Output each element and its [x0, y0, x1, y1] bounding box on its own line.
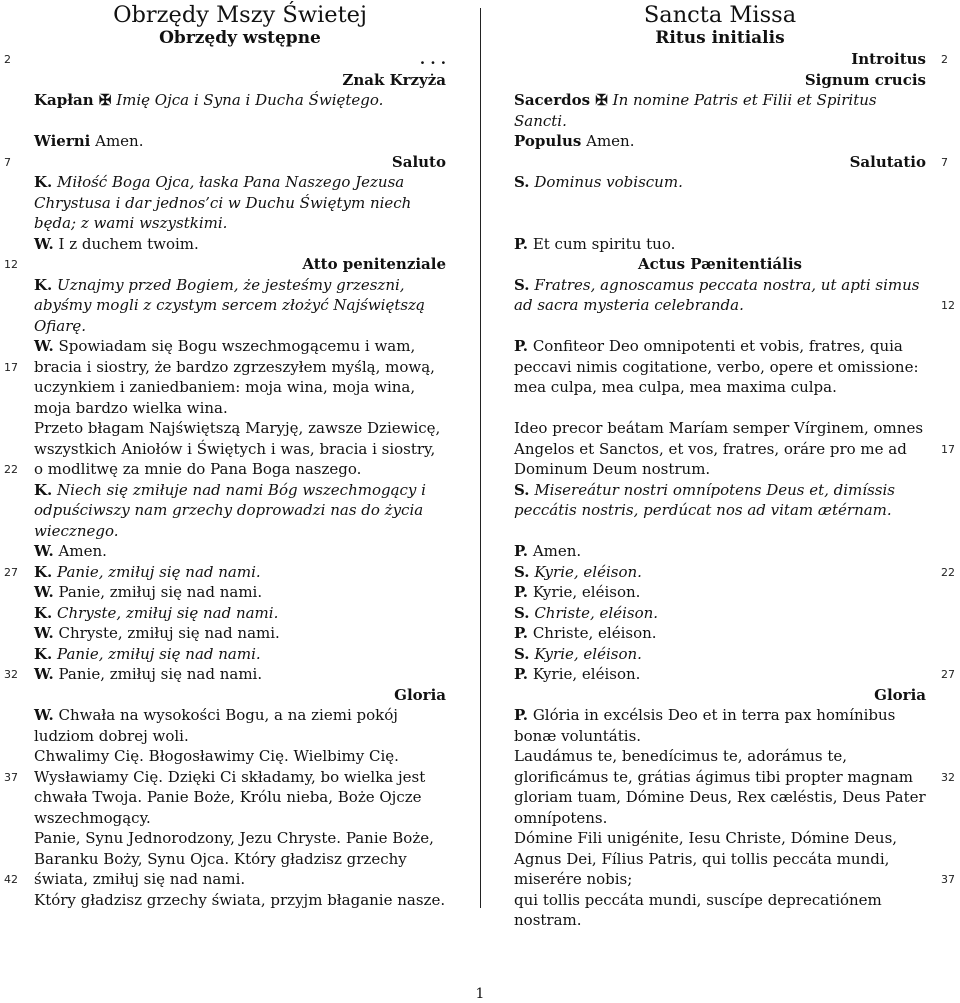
speaker-label: W. [34, 583, 54, 601]
line-number: 37 [941, 873, 955, 886]
speaker-label: S. [514, 644, 530, 663]
speaker-label: P. [514, 234, 529, 253]
line-number: 12 [4, 258, 18, 271]
text-line [34, 480, 446, 501]
line-number: 7 [941, 155, 948, 169]
polish-subtitle: Obrzędy wstępne [159, 28, 321, 48]
speaker-label: S. [514, 275, 530, 294]
blank-line [514, 521, 926, 542]
line-text: uczynkiem i zaniedbaniem: moja wina, moja wina, [34, 378, 416, 396]
text-line [34, 767, 446, 788]
text-line [34, 726, 446, 747]
text-line [34, 295, 446, 316]
line-text: Amen. [586, 132, 635, 150]
speaker-label: P. [514, 583, 529, 601]
text-line [34, 377, 446, 398]
text-line [34, 828, 446, 849]
polish-title: Obrzędy Mszy Świetej [113, 2, 367, 28]
speaker-label: Wierni [34, 132, 91, 150]
text-line [34, 439, 446, 460]
text-line [514, 562, 926, 583]
text-line [34, 398, 446, 419]
latin-text-body [514, 49, 926, 931]
line-text: o modlitwę za mnie do Pana Boga naszego. [34, 460, 362, 478]
text-line [514, 890, 926, 911]
section-heading: Signum crucis [804, 70, 926, 89]
line-number: 37 [4, 770, 18, 784]
speaker-label: W. [34, 706, 54, 724]
line-text: Panie, zmiłuj się nad nami. [57, 644, 261, 663]
line-text: Amen. [58, 542, 107, 560]
line-text: Spowiadam się Bogu wszechmogącemu i wam, [58, 337, 416, 355]
line-text: świata, zmiłuj się nad nami. [34, 870, 246, 888]
line-text: wiecznego. [34, 521, 119, 540]
text-line [34, 705, 446, 726]
line-text: wszechmogący. [34, 808, 151, 827]
section-heading: Saluto [391, 152, 446, 171]
text-line [34, 500, 446, 521]
line-text: Dominus vobiscum. [534, 173, 683, 191]
line-text: bonæ voluntátis. [514, 726, 642, 745]
speaker-label: W. [34, 665, 54, 683]
line-number: 32 [4, 668, 18, 681]
text-line [34, 849, 446, 870]
line-text: Misereátur nostri omnípotens Deus et, dimíssis [534, 480, 895, 499]
text-line [514, 746, 926, 767]
speaker-label: P. [514, 665, 529, 683]
line-text: Christe, eléison. [532, 624, 657, 642]
speaker-label: K. [34, 480, 53, 499]
text-line [34, 316, 446, 337]
line-text: Niech się zmiłuje nad nami Bóg wszechmogący i [57, 480, 426, 499]
latin-subtitle: Ritus initialis [655, 28, 785, 48]
speaker-label: Populus [514, 132, 582, 150]
text-line [34, 664, 446, 685]
speaker-label: P. [514, 542, 529, 560]
line-text: Chwalimy Cię. Błogosławimy Cię. Wielbimy Cię. [34, 747, 399, 765]
line-text: Chwała na wysokości Bogu, a na ziemi pokój [58, 706, 398, 724]
text-line [514, 377, 926, 398]
text-line [514, 603, 926, 624]
line-text: peccavi nimis cogitatione, verbo, opere et omissione: [514, 357, 919, 376]
text-line [514, 418, 926, 439]
line-number: 17 [4, 360, 18, 374]
text-line [34, 418, 446, 439]
text-line [514, 808, 926, 829]
text-line [34, 869, 446, 890]
line-text: I z duchem twoim. [58, 234, 199, 253]
line-text: Wysławiamy Cię. Dzięki Ci składamy, bo wielka jest [34, 767, 426, 786]
line-text: Uznajmy przed Bogiem, że jesteśmy grzeszni, [57, 275, 405, 294]
line-text: chwała Twoja. Panie Boże, Królu nieba, Boże Ojcze [34, 788, 422, 806]
line-text: qui tollis peccáta mundi, suscípe deprecatiónem [514, 890, 882, 909]
line-text: Et cum spiritu tuo. [532, 234, 676, 253]
polish-text-body [34, 49, 446, 910]
speaker-label: Sacerdos ✠ [514, 91, 608, 109]
text-line [34, 275, 446, 296]
line-text: będa; z wami wszystkimi. [34, 214, 228, 232]
line-text: Chrystusa i dar jednos’ci w Duchu Świętym niech [34, 193, 412, 212]
text-line [514, 131, 926, 152]
line-text: Kyrie, eléison. [534, 562, 642, 581]
speaker-label: K. [34, 603, 53, 622]
line-text: ludziom dobrej woli. [34, 726, 189, 745]
text-line [34, 234, 446, 255]
text-line [514, 726, 926, 747]
line-text: Ideo precor beátam Maríam semper Vírginem, omnes [514, 419, 924, 437]
line-text: In nomine Patris et Filii et Spiritus [612, 91, 877, 109]
text-line [514, 357, 926, 378]
line-text: Ofiarę. [34, 316, 87, 335]
line-text: Chryste, zmiłuj się nad nami. [57, 603, 279, 622]
speaker-label: P. [514, 706, 529, 724]
text-line [34, 603, 446, 624]
text-line [514, 90, 926, 111]
line-text: bracia i siostry, że bardzo zgrzeszyłem myślą, mową, [34, 357, 435, 376]
text-line [514, 439, 926, 460]
speaker-label: W. [34, 624, 54, 642]
section-heading: Salutatio [849, 152, 926, 171]
speaker-label: S. [514, 480, 530, 499]
page-number: 1 [475, 986, 485, 1002]
polish-column [34, 0, 446, 910]
text-line [514, 828, 926, 849]
text-line [514, 459, 926, 480]
text-line [514, 172, 926, 193]
line-text: Sancti. [514, 111, 567, 130]
text-line [34, 808, 446, 829]
text-line [514, 275, 926, 296]
line-text: Amen. [532, 542, 582, 560]
line-text: Kyrie, eléison. [532, 583, 641, 601]
line-text: Christe, eléison. [534, 603, 659, 622]
blank-line [514, 316, 926, 337]
text-line [34, 172, 446, 193]
line-text: Panie, zmiłuj się nad nami. [58, 665, 263, 683]
text-line [34, 521, 446, 542]
line-text: nostram. [514, 911, 582, 929]
latin-title: Sancta Missa [643, 2, 797, 28]
line-text: Amen. [95, 132, 144, 150]
line-text: Dominum Deum nostrum. [514, 460, 711, 478]
section-heading: Gloria [874, 685, 926, 704]
speaker-label: W. [34, 234, 54, 253]
line-text: Panie, zmiłuj się nad nami. [58, 583, 263, 601]
text-line [34, 357, 446, 378]
section-heading: Gloria [394, 685, 446, 704]
line-text: Panie, Synu Jednorodzony, Jezu Chryste. Panie Boże, [34, 829, 434, 847]
text-line [514, 336, 926, 357]
text-line [514, 234, 926, 255]
line-text: Angelos et Sanctos, et vos, fratres, oráre pro me ad [514, 439, 907, 458]
section-heading: Actus Pænitentiális [638, 255, 802, 273]
text-line [514, 849, 926, 870]
text-line [514, 767, 926, 788]
text-line [34, 746, 446, 767]
line-text: moja bardzo wielka wina. [34, 398, 228, 417]
line-text: Agnus Dei, Fílius Patris, qui tollis peccáta mundi, [514, 849, 890, 868]
text-line [34, 90, 446, 111]
blank-line [514, 193, 926, 214]
line-number: 2 [941, 53, 948, 66]
speaker-label: W. [34, 542, 54, 560]
speaker-label: S. [514, 562, 530, 581]
section-heading: . . . [419, 50, 446, 68]
text-line [514, 500, 926, 521]
speaker-label: S. [514, 173, 530, 191]
line-text: miserére nobis; [514, 870, 633, 888]
section-heading: Introitus [851, 50, 926, 68]
line-text: ad sacra mysteria celebranda. [514, 296, 744, 314]
line-text: glorificámus te, grátias ágimus tibi propter magnam [514, 767, 914, 786]
text-line [34, 459, 446, 480]
line-text: Fratres, agnoscamus peccata nostra, ut apti simus [534, 275, 920, 294]
text-line [34, 562, 446, 583]
speaker-label: Kapłan ✠ [34, 91, 112, 109]
text-line [34, 336, 446, 357]
text-line [514, 623, 926, 644]
line-number: 22 [941, 565, 955, 579]
line-number: 27 [4, 565, 18, 579]
blank-line [514, 398, 926, 419]
line-number: 22 [4, 463, 18, 476]
text-line [514, 787, 926, 808]
line-text: gloriam tuam, Dómine Deus, Rex cæléstis, Deus Pater [514, 788, 926, 806]
line-text: Baranku Boży, Synu Ojca. Który gładzisz grzechy [34, 849, 407, 868]
line-text: wszystkich Aniołów i Świętych i was, bracia i siostry, [34, 439, 436, 458]
text-line [514, 869, 926, 890]
line-text: Panie, zmiłuj się nad nami. [57, 562, 261, 581]
speaker-label: K. [34, 644, 53, 663]
text-line [514, 480, 926, 501]
line-text: Imię Ojca i Syna i Ducha Świętego. [116, 91, 384, 109]
speaker-label: K. [34, 275, 53, 294]
speaker-label: P. [514, 624, 529, 642]
line-text: Confiteor Deo omnipotenti et vobis, fratres, quia [532, 337, 903, 355]
line-text: Który gładzisz grzechy świata, przyjm błaganie nasze. [34, 890, 446, 909]
text-line [514, 664, 926, 685]
text-line [514, 582, 926, 603]
text-line [34, 787, 446, 808]
section-heading: Znak Krzyża [342, 70, 446, 89]
line-text: peccátis nostris, perdúcat nos ad vitam ætérnam. [514, 501, 892, 519]
text-line [34, 541, 446, 562]
text-line [514, 295, 926, 316]
line-text: Dómine Fili unigénite, Iesu Christe, Dómine Deus, [514, 829, 898, 847]
line-text: Przeto błagam Najświętszą Maryję, zawsze Dziewicę, [34, 419, 441, 437]
text-line [514, 910, 926, 931]
line-number: 7 [4, 155, 11, 169]
line-text: Laudámus te, benedícimus te, adorámus te, [514, 747, 848, 765]
blank-line [514, 213, 926, 234]
line-text: omnípotens. [514, 808, 608, 827]
line-number: 17 [941, 442, 955, 456]
text-line [34, 131, 446, 152]
text-line [34, 193, 446, 214]
line-number: 27 [941, 668, 955, 681]
text-line [514, 705, 926, 726]
line-text: Chryste, zmiłuj się nad nami. [58, 624, 280, 642]
text-line [34, 623, 446, 644]
line-text: Glória in excélsis Deo et in terra pax homínibus [532, 706, 896, 724]
line-text: Kyrie, eléison. [532, 665, 641, 683]
text-line [34, 644, 446, 665]
speaker-label: S. [514, 603, 530, 622]
line-number: 42 [4, 873, 18, 886]
text-line [514, 541, 926, 562]
column-divider [480, 8, 481, 908]
text-line [34, 582, 446, 603]
latin-column [514, 0, 926, 931]
speaker-label: W. [34, 337, 54, 355]
speaker-label: P. [514, 337, 529, 355]
line-number: 32 [941, 770, 955, 784]
speaker-label: K. [34, 173, 53, 191]
line-text: abyśmy mogli z czystym sercem złożyć Najświętszą [34, 296, 425, 314]
line-text: Miłość Boga Ojca, łaska Pana Naszego Jezusa [57, 173, 405, 191]
text-line [514, 644, 926, 665]
line-number: 12 [941, 299, 955, 312]
line-text: Kyrie, eléison. [534, 644, 642, 663]
text-line [514, 111, 926, 132]
line-text: mea culpa, mea culpa, mea maxima culpa. [514, 378, 837, 396]
line-number: 2 [4, 53, 11, 66]
speaker-label: K. [34, 562, 53, 581]
line-text: odpuściwszy nam grzechy doprowadzi nas do życia [34, 501, 424, 519]
blank-line [34, 111, 446, 132]
text-line [34, 213, 446, 234]
text-line [34, 890, 446, 911]
section-heading: Atto penitenziale [302, 255, 446, 273]
